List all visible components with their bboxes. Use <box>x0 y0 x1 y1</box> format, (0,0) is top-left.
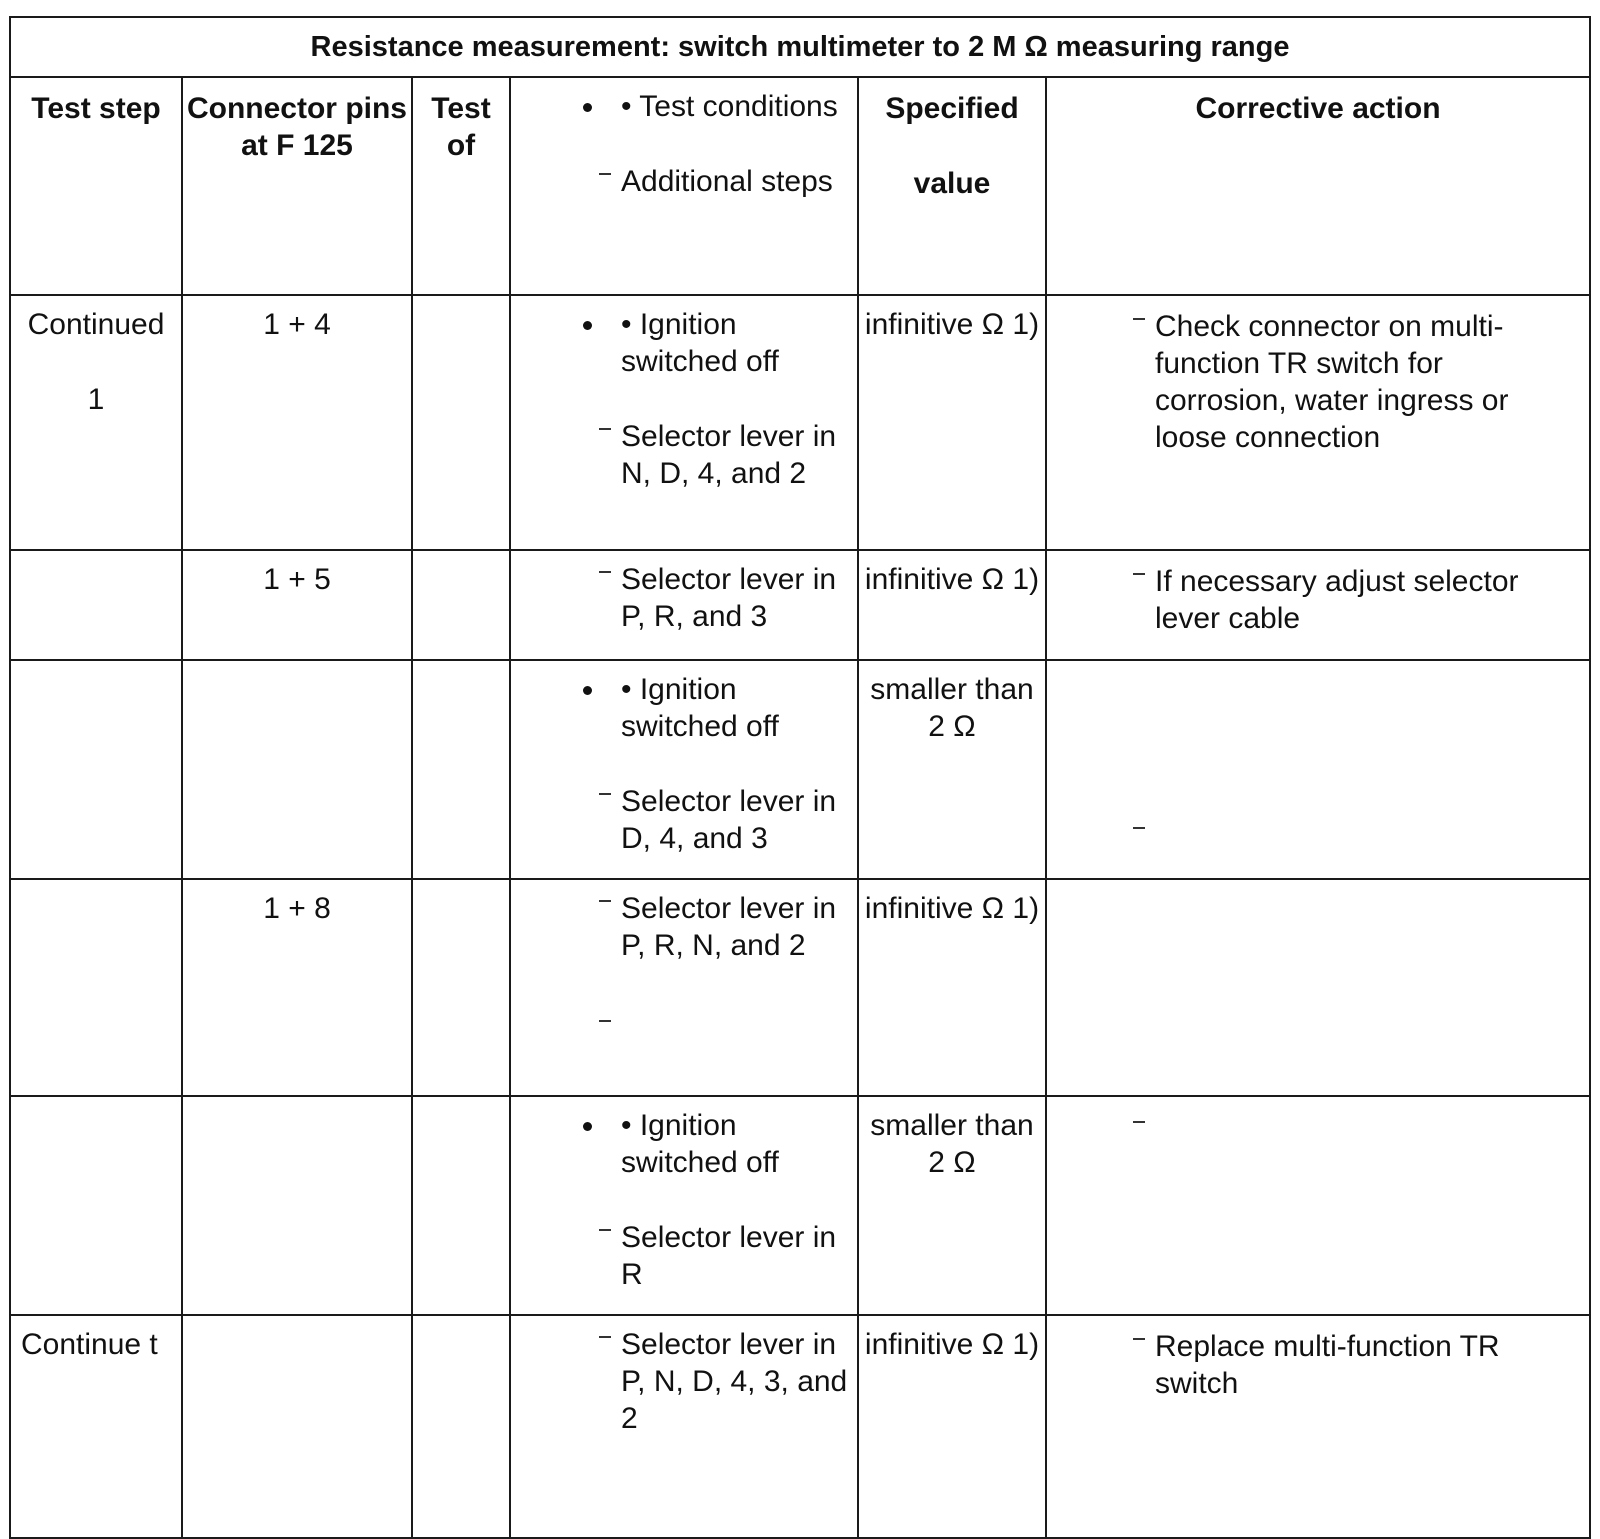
additional-step-text: Selector lever in R <box>621 1221 837 1291</box>
specified-value-cell: infinitive Ω 1) <box>858 295 1046 550</box>
header-specified-value <box>858 77 1046 295</box>
header-additional-steps: Additional steps <box>621 165 833 198</box>
test-of-cell <box>412 879 510 1096</box>
additional-step-text: Selector lever in P, N, D, 4, 3, and 2 <box>621 1328 848 1435</box>
test-step-cell <box>10 660 182 879</box>
additional-step-text: Selector lever in D, 4, and 3 <box>621 785 837 855</box>
test-step-number: 1 <box>87 383 105 416</box>
dash-icon <box>599 793 611 795</box>
connector-pins-cell: 1 + 4 <box>182 295 412 550</box>
table-row <box>10 660 1590 879</box>
conditions-cell <box>510 879 858 1096</box>
table-row <box>10 550 1590 660</box>
header-test-step: Test step <box>10 77 182 295</box>
conditions-cell <box>510 660 858 879</box>
table-row <box>10 295 1590 550</box>
dash-icon <box>1133 827 1145 829</box>
test-procedure-table <box>9 16 1591 1539</box>
test-of-cell <box>412 550 510 660</box>
header-test-of: Test of <box>412 77 510 295</box>
corrective-action-cell <box>1046 295 1590 550</box>
test-step-cell <box>10 295 182 550</box>
test-of-cell <box>412 295 510 550</box>
condition-text: • Ignition switched off <box>621 673 779 743</box>
bullet-icon <box>583 103 592 112</box>
additional-step-text: Selector lever in N, D, 4, and 2 <box>621 420 837 490</box>
test-of-cell <box>412 660 510 879</box>
test-step-cell <box>10 1096 182 1315</box>
header-specified: Specified <box>885 92 1019 125</box>
connector-pins-cell <box>182 660 412 879</box>
table-title: Resistance measurement: switch multimeter to 2 M Ω measuring range <box>10 17 1590 77</box>
dash-icon <box>1133 1338 1145 1340</box>
condition-text: • Ignition switched off <box>621 308 779 378</box>
corrective-action-cell <box>1046 1096 1590 1315</box>
test-step-label: Continued <box>27 308 165 341</box>
test-step-cell: Continue t <box>10 1315 182 1538</box>
corrective-action-text: If necessary adjust selector lever cable <box>1155 565 1519 635</box>
corrective-action-cell <box>1046 550 1590 660</box>
connector-pins-cell: 1 + 5 <box>182 550 412 660</box>
corrective-action-cell <box>1046 1315 1590 1538</box>
table-row <box>10 1315 1590 1538</box>
dash-icon <box>1133 573 1145 575</box>
header-value: value <box>913 167 991 200</box>
connector-pins-cell <box>182 1315 412 1538</box>
specified-value-cell: infinitive Ω 1) <box>858 1315 1046 1538</box>
condition-text: • Ignition switched off <box>621 1109 779 1179</box>
specified-value-cell: infinitive Ω 1) <box>858 879 1046 1096</box>
specified-value-cell: smaller than 2 Ω <box>858 660 1046 879</box>
dash-icon <box>1133 1121 1145 1123</box>
corrective-action-cell <box>1046 879 1590 1096</box>
conditions-cell <box>510 550 858 660</box>
test-of-cell <box>412 1096 510 1315</box>
dash-icon <box>599 571 611 573</box>
corrective-action-text: Check connector on multi-function TR switch for corrosion, water ingress or loose connection <box>1155 310 1509 454</box>
corrective-action-text: Replace multi-function TR switch <box>1155 1330 1500 1400</box>
bullet-icon <box>583 686 592 695</box>
bullet-icon <box>583 321 592 330</box>
dash-icon <box>1133 318 1145 320</box>
conditions-cell <box>510 1096 858 1315</box>
connector-pins-cell: 1 + 8 <box>182 879 412 1096</box>
dash-icon <box>599 1336 611 1338</box>
conditions-cell <box>510 1315 858 1538</box>
dash-icon <box>599 428 611 430</box>
dash-icon <box>599 1229 611 1231</box>
additional-step-text: Selector lever in P, R, N, and 2 <box>621 892 837 962</box>
header-test-conditions: • Test conditions <box>621 90 838 123</box>
table-row <box>10 1096 1590 1315</box>
test-of-cell <box>412 1315 510 1538</box>
specified-value-cell: infinitive Ω 1) <box>858 550 1046 660</box>
table-row <box>10 879 1590 1096</box>
test-step-cell <box>10 879 182 1096</box>
header-corrective-action: Corrective action <box>1046 77 1590 295</box>
header-connector-pins: Connector pins at F 125 <box>182 77 412 295</box>
additional-step-text: Selector lever in P, R, and 3 <box>621 563 837 633</box>
bullet-icon <box>583 1122 592 1131</box>
dash-icon <box>599 1020 611 1022</box>
header-conditions <box>510 77 858 295</box>
dash-icon <box>599 900 611 902</box>
dash-icon <box>599 173 611 175</box>
corrective-action-cell <box>1046 660 1590 879</box>
test-step-cell <box>10 550 182 660</box>
header-row <box>10 77 1590 295</box>
specified-value-cell: smaller than 2 Ω <box>858 1096 1046 1315</box>
conditions-cell <box>510 295 858 550</box>
connector-pins-cell <box>182 1096 412 1315</box>
